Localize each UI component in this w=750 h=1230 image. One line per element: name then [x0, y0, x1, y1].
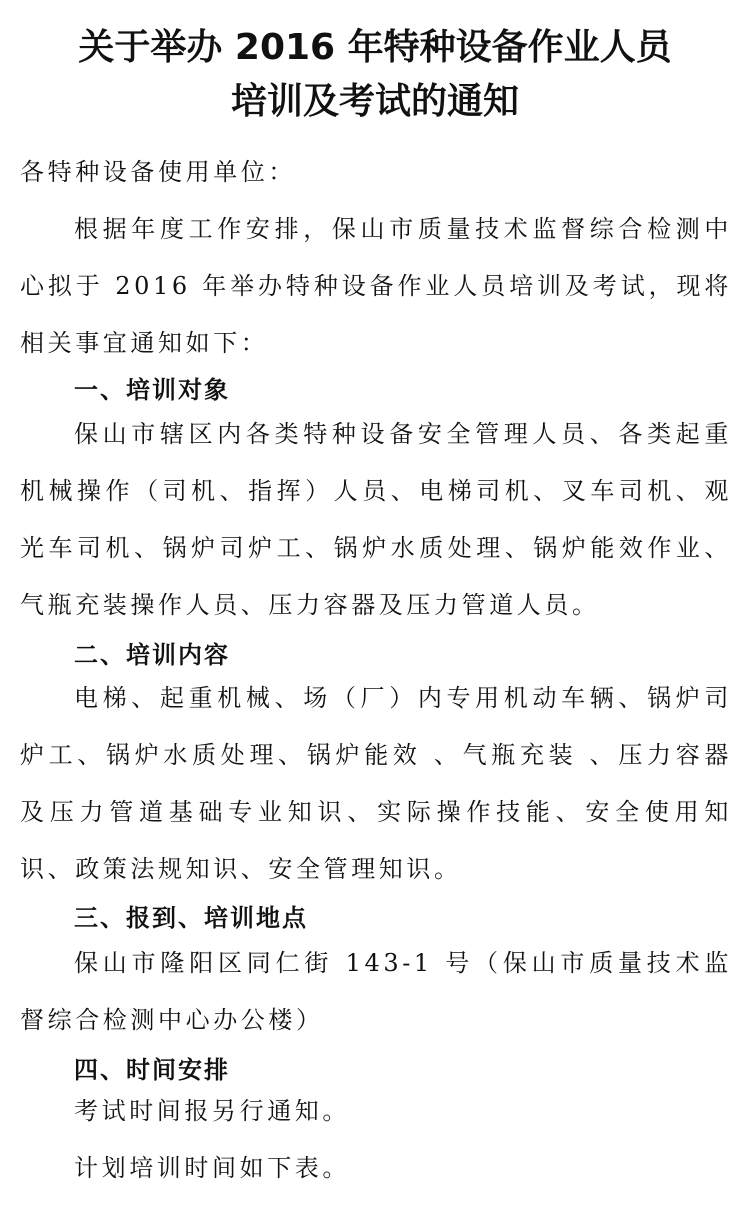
section-heading-4: 四、时间安排 [74, 1056, 230, 1084]
section-heading-3: 三、报到、培训地点 [74, 904, 308, 932]
section-text-2: 电梯、起重机械、场（厂）内专用机动车辆、锅炉司炉工、锅炉水质处理、锅炉能效 、气瓶充装 、压力容器及压力管道基础专业知识、实际操作技能、安全使用知识、政策法规知识、安全管理知识。 [20, 684, 732, 883]
section-text-1: 保山市辖区内各类特种设备安全管理人员、各类起重机械操作（司机、指挥）人员、电梯司机、叉车司机、观光车司机、锅炉司炉工、锅炉水质处理、锅炉能效作业、气瓶充装操作人员、压力容器及压力管道人员。 [20, 420, 732, 619]
section-heading-1: 一、培训对象 [74, 376, 230, 404]
section-heading-2: 二、培训内容 [74, 641, 230, 669]
section-text-4-line1: 考试时间报另行通知。 [74, 1097, 350, 1125]
section-text-3: 保山市隆阳区同仁街 143-1 号（保山市质量技术监督综合检测中心办公楼） [20, 949, 732, 1034]
document-title-line2: 培训及考试的通知 [230, 81, 519, 122]
document-title-line1: 关于举办 2016 年特种设备作业人员 [78, 27, 672, 68]
section-text-4-line2: 计划培训时间如下表。 [74, 1154, 350, 1182]
intro-paragraph: 根据年度工作安排，保山市质量技术监督综合检测中心拟于 2016 年举办特种设备作业人员培训及考试，现将相关事宜通知如下： [20, 215, 732, 357]
salutation: 各特种设备使用单位： [20, 158, 296, 186]
